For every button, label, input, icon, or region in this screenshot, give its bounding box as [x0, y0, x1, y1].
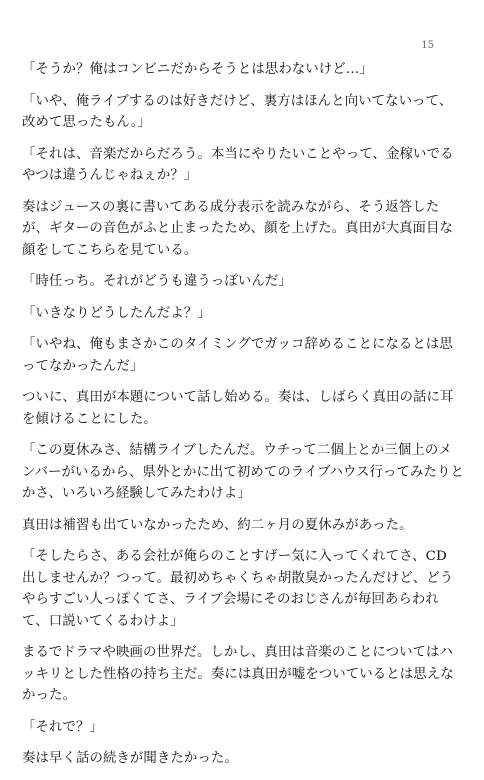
- paragraph: 「いやね、俺もまさかこのタイミングでガッコ辞めることになるとは思ってなかったんだ」: [22, 337, 453, 374]
- paragraph: まるでドラマや映画の世界だ。しかし、真田は音楽のことについてはハッキリとした性格の持ち主だ。奏には真田が嘘をついているとは思えなかった。: [22, 645, 454, 703]
- paragraph: 「それで？」: [22, 719, 103, 735]
- body-text: [22, 59, 464, 780]
- paragraph: 真田は補習も出ていなかったため、約二ヶ月の夏休みがあった。: [22, 517, 413, 533]
- paragraph: 「時任っち。それがどうも違うっぽいんだ」: [22, 274, 292, 289]
- page-number: 15: [421, 40, 434, 51]
- paragraph: 「いきなりどうしたんだよ？」: [22, 305, 211, 321]
- paragraph: ついに、真田が本題について話し始める。奏は、しばらく真田の話に耳を傾けることにした。: [22, 390, 454, 427]
- paragraph: 奏は早く話の続きが聞きたかった。: [22, 751, 238, 766]
- paragraph: 「それは、音楽だからだろう。本当にやりたいことやって、金稼いでるやつは違うんじゃねぇか？」: [22, 146, 454, 183]
- paragraph: 「いや、俺ライブするのは好きだけど、裏方はほんと向いてないって、改めて思ったもん。」: [22, 93, 453, 130]
- paragraph: 「この夏休みさ、結構ライブしたんだ。ウチって二個上とか三個上のメンバーがいるから、県外とかに出て初めてのライブハウス行ってみたりとかさ、いろいろ経験してみたわけよ」: [22, 443, 464, 501]
- paragraph: 奏はジュースの裏に書いてある成分表示を読みながら、そう返答したが、ギターの音色がふと止まったため、顔を上げた。真田が大真面目な顔をしてこちらを見ている。: [22, 199, 454, 258]
- paragraph: 「そうか？俺はコンビニだからそうとは思わないけど…」: [22, 62, 373, 77]
- paragraph: 「そしたらさ、ある会社が俺らのことすげー気に入ってくれてさ、CD 出しませんか？つって。最初めちゃくちゃ胡散臭かったんだけど、どうやらすごい人っぽくてさ、ライブ会場にそのおじさんが毎回あらわれて、口説いてくるわけよ」: [22, 549, 454, 629]
